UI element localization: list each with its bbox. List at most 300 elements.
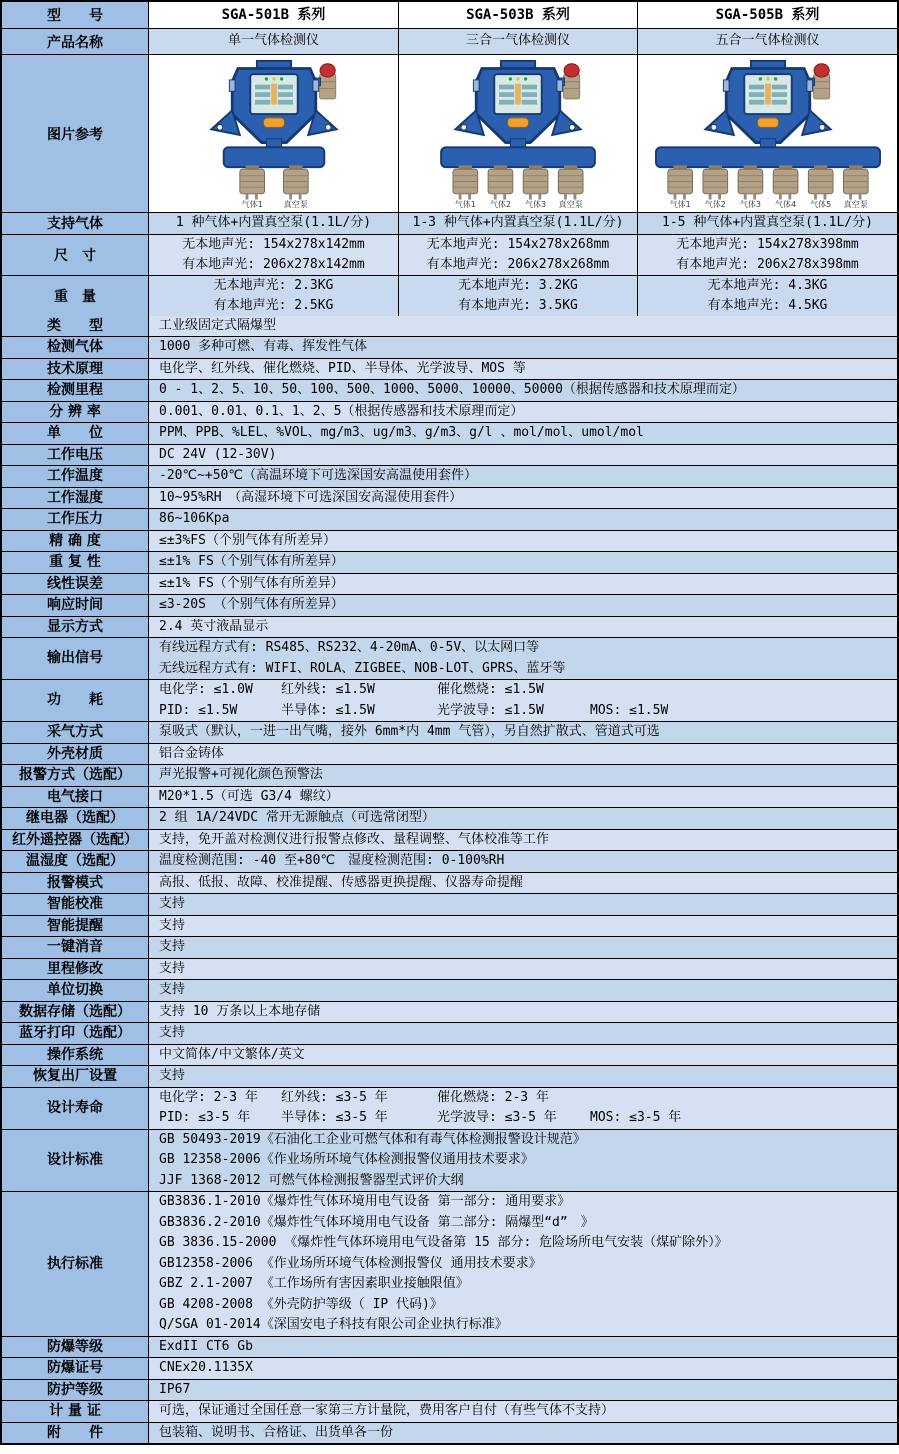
spec-value-line: 支持: [159, 1025, 186, 1040]
spec-value-line: 0.001、0.01、0.1、1、2、5（根据传感器和技术原理而定）: [159, 403, 524, 419]
sensor-label: 气体5: [809, 199, 831, 209]
spec-value-line: GB 12358-2006《作业场所环境气体检测报警仪通用技术要求》: [159, 1152, 534, 1167]
spec-value-line: GB12358-2006 《作业场所环境气体检测报警仪 通用技术要求》: [159, 1255, 542, 1271]
spec-row: [2, 358, 897, 380]
spec-value-cell: [148, 873, 897, 894]
spec-value-cell: [148, 959, 897, 980]
spec-value-cell: [148, 488, 897, 509]
sensor-head: [702, 165, 727, 209]
dimensions-cell-value: 无本地声光: 154x278x398mm: [676, 236, 859, 252]
spec-value-cell: [148, 744, 897, 765]
spec-row: [2, 872, 897, 894]
spec-value-cell: [148, 445, 897, 466]
spec-label-cell: [2, 1130, 148, 1192]
spec-value-cell: [148, 1088, 897, 1129]
spec-row: [2, 379, 897, 401]
spec-value-line: 支持: [159, 896, 186, 911]
spec-rows-container: [2, 316, 897, 1444]
spec-value-segment: 红外线: ≤1.5W: [281, 682, 375, 697]
spec-value-line: [159, 1108, 897, 1129]
spec-value-cell: [148, 1401, 897, 1422]
spec-label: 红外遥控器（选配）: [12, 831, 138, 848]
spec-row: [2, 316, 897, 337]
spec-row: [2, 336, 897, 358]
spec-value-line: GB3836.2-2010《爆炸性气体环境用电气设备 第二部分: 隔爆型“d” 》: [159, 1214, 594, 1230]
model-name: SGA-503B 系列: [466, 6, 570, 23]
spec-label-cell: [2, 337, 148, 358]
weight-cell: [398, 276, 637, 316]
weight-row: [2, 275, 897, 316]
spec-value-line: 支持 10 万条以上本地存储: [159, 1003, 321, 1019]
spec-row: [2, 616, 897, 638]
spec-row: [2, 958, 897, 980]
spec-value-cell: [148, 574, 897, 595]
spec-value-line: 支持: [159, 939, 186, 954]
spec-row: [2, 850, 897, 872]
spec-label-cell: [2, 617, 148, 638]
detector-body: [455, 60, 580, 142]
image-reference-label: 图片参考: [2, 55, 148, 212]
spec-row: [2, 1400, 897, 1422]
spec-value-cell: [148, 595, 897, 616]
spec-value-cell: [148, 359, 897, 380]
spec-value-cell: [148, 916, 897, 937]
spec-value-cell: [148, 337, 897, 358]
spec-row: [2, 1379, 897, 1401]
spec-label: 重 复 性: [49, 554, 101, 570]
spec-label: 分 辨 率: [49, 403, 101, 420]
spec-row: [2, 444, 897, 466]
dimensions-cell-value: 有本地声光: 206x278x398mm: [676, 256, 859, 272]
detector-body: [211, 60, 336, 142]
sensor-label: 气体3: [524, 199, 547, 209]
spec-label: 智能提醒: [47, 917, 103, 934]
spec-row: [2, 743, 897, 765]
spec-label: 数据存储（选配）: [19, 1003, 131, 1020]
spec-label: 输出信号: [47, 650, 103, 667]
spec-label: 单位切换: [47, 982, 103, 998]
sensor-head: [843, 165, 868, 209]
spec-value-cell: [148, 1337, 897, 1358]
weight-cell: [148, 276, 398, 316]
spec-value-cell: [148, 552, 897, 573]
sensor-label: 真空泵: [283, 199, 308, 209]
detector-body: [705, 60, 830, 142]
spec-value-line: ≤3-20S （个别气体有所差异）: [159, 597, 344, 612]
spec-value-cell: [148, 316, 897, 337]
spec-value-cell: [148, 1002, 897, 1023]
spec-label-cell: [2, 1066, 148, 1087]
spec-row: [2, 936, 897, 958]
spec-value-segment: 红外线: ≤3-5 年: [281, 1089, 388, 1105]
spec-label-cell: [2, 916, 148, 937]
dimensions-cell: [398, 235, 637, 275]
spec-row: [2, 637, 897, 679]
spec-value-line: 可选，保证通过全国任意一家第三方计量院，费用客户自付（有些气体不支持）: [159, 1403, 615, 1418]
spec-row: [2, 1336, 897, 1358]
sensor-manifold-bar: [655, 147, 879, 167]
spec-label: 工作温度: [47, 468, 103, 484]
sensor-label: 气体1: [669, 199, 691, 209]
spec-label-cell: [2, 488, 148, 509]
spec-value-cell: [148, 851, 897, 872]
sensor-label: 气体3: [739, 199, 761, 209]
spec-row: [2, 1357, 897, 1379]
spec-label-cell: [2, 509, 148, 530]
spec-label-cell: [2, 1337, 148, 1358]
spec-label: 线性误差: [47, 575, 103, 592]
spec-row: [2, 807, 897, 829]
spec-label-cell: [2, 359, 148, 380]
spec-value-segment: 电化学: 2-3 年: [159, 1089, 258, 1105]
spec-value-cell: [148, 638, 897, 679]
dimensions-cell: [637, 235, 897, 275]
spec-label-cell: [2, 402, 148, 423]
spec-label: 类 型: [47, 317, 103, 334]
device-image: [399, 59, 637, 209]
spec-row: [2, 1087, 897, 1129]
supported-gases-cell: [398, 213, 637, 234]
spec-row: [2, 1022, 897, 1044]
spec-value-line: 无线远程方式有: WIFI、ROLA、ZIGBEE、NOB-LOT、GPRS、蓝牙等: [159, 660, 566, 676]
spec-row: [2, 594, 897, 616]
model-name-cell: [148, 2, 398, 28]
weight-label: 重 量: [2, 276, 148, 316]
supported-gases-cell: [637, 213, 897, 234]
spec-value-cell: [148, 1380, 897, 1401]
model-name-cell: [637, 2, 897, 28]
spec-row: [2, 487, 897, 509]
spec-label: 一键消音: [47, 939, 103, 955]
spec-label-cell: [2, 1423, 148, 1444]
spec-value-line: 2.4 英寸液晶显示: [159, 618, 269, 634]
spec-value-line: IP67: [159, 1381, 191, 1397]
spec-value-segment: 半导体: ≤1.5W: [281, 702, 375, 718]
spec-label-cell: [2, 937, 148, 958]
supported-gases-value: 1-5 种气体+内置真空泵(1.1L/分): [662, 215, 873, 230]
product-name-label: 产品名称: [2, 29, 148, 54]
dimensions-label: 尺 寸: [2, 235, 148, 275]
spec-value-line: M20*1.5（可选 G3/4 螺纹）: [159, 788, 339, 804]
spec-value-line: 中文简体/中文繁体/英文: [159, 1046, 305, 1062]
spec-label: 功 耗: [47, 692, 103, 709]
spec-value-line: 支持: [159, 917, 186, 933]
spec-value-cell: [148, 1045, 897, 1066]
spec-label: 智能校准: [47, 896, 103, 912]
product-name-cell: [398, 29, 637, 54]
spec-value-cell: [148, 1130, 897, 1192]
spec-label: 设计寿命: [47, 1099, 103, 1116]
model-name: SGA-501B 系列: [221, 6, 326, 23]
device-image: [649, 59, 887, 209]
spec-label: 操作系统: [47, 1046, 103, 1063]
spec-label: 防爆证号: [47, 1360, 103, 1376]
spec-row: [2, 551, 897, 573]
sensor-label: 真空泵: [558, 199, 583, 209]
sensor-manifold-bar: [441, 147, 595, 167]
spec-label-cell: [2, 765, 148, 786]
spec-value-segment: 光学波导: ≤1.5W: [437, 702, 544, 718]
spec-value-segment: 催化燃烧: 2-3 年: [437, 1089, 549, 1105]
dimensions-cell: [148, 235, 398, 275]
spec-label: 防爆等级: [47, 1338, 103, 1355]
sensor-label: 气体4: [774, 199, 796, 209]
spec-value-line: [159, 1088, 897, 1109]
spec-value-line: GB 50493-2019《石油化工企业可燃气体和有毒气体检测报警设计规范》: [159, 1131, 586, 1147]
sensor-head: [558, 165, 583, 209]
spec-row: [2, 573, 897, 595]
spec-row: [2, 465, 897, 487]
spec-value-line: ExdII CT6 Gb: [159, 1338, 253, 1354]
spec-value-segment: 电化学: ≤1.0W: [159, 682, 253, 697]
spec-value-line: ≤±1% FS（个别气体有所差异）: [159, 554, 344, 569]
spec-value-line: GB 3836.15-2000 《爆炸性气体环境用电气设备第 15 部分: 危险场所电气安装（煤矿除外）》: [159, 1235, 728, 1250]
spec-label: 工作电压: [47, 446, 103, 463]
spec-value-segment: PID: ≤3-5 年: [159, 1110, 251, 1125]
spec-value-segment: 半导体: ≤3-5 年: [281, 1110, 388, 1125]
spec-label: 检测里程: [47, 382, 103, 398]
spec-row: [2, 1001, 897, 1023]
spec-row: [2, 893, 897, 915]
spec-value-line: 支持: [159, 982, 186, 997]
spec-value-cell: [148, 509, 897, 530]
spec-value-line: 高报、低报、故障、校准提醒、传感器更换提醒、仪器寿命提醒: [159, 874, 524, 890]
spec-value-line: -20℃~+50℃（高温环境下可选深国安高温使用套件）: [159, 468, 477, 483]
spec-value-line: 有线远程方式有: RS485、RS232、4-20mA、0-5V、以太网口等: [159, 640, 540, 655]
spec-row: [2, 915, 897, 937]
spec-value-cell: [148, 808, 897, 829]
dimensions-cell-value: 有本地声光: 206x278x142mm: [182, 256, 365, 272]
model-row-label: 型 号: [2, 2, 148, 28]
spec-value-cell: [148, 1192, 897, 1336]
spec-label-cell: [2, 638, 148, 679]
spec-value-line: GBZ 2.1-2007 《工作场所有害因素职业接触限值》: [159, 1276, 469, 1291]
device-image-cell: [148, 55, 398, 212]
weight-cell-value: 无本地声光: 2.3KG: [213, 277, 334, 293]
dimensions-row: [2, 234, 897, 275]
model-name-cell: [398, 2, 637, 28]
spec-value-line: 0 - 1、2、5、10、50、100、500、1000、5000、10000、50000（根据传感器和技术原理而定）: [159, 382, 745, 397]
spec-label: 执行标准: [47, 1255, 103, 1272]
spec-label: 精 确 度: [49, 532, 101, 549]
spec-row: [2, 679, 897, 721]
supported-gases-value: 1-3 种气体+内置真空泵(1.1L/分): [412, 215, 624, 230]
spec-value-line: 支持: [159, 960, 186, 976]
spec-label: 附 件: [47, 1424, 103, 1441]
spec-label-cell: [2, 787, 148, 808]
spec-label-cell: [2, 722, 148, 743]
spec-value-segment: MOS: ≤3-5 年: [590, 1110, 682, 1125]
spec-value-line: JJF 1368-2012 可燃气体检测报警器型式评价大纲: [159, 1172, 464, 1188]
weight-cell: [637, 276, 897, 316]
spec-value-line: 2 组 1A/24VDC 常开无源触点（可选常闭型）: [159, 810, 435, 825]
spec-label: 采气方式: [47, 724, 103, 740]
sensor-head: [738, 165, 763, 209]
spec-value-cell: [148, 680, 897, 721]
spec-label: 温湿度（选配）: [26, 853, 124, 869]
spec-value-line: PPM、PPB、%LEL、%VOL、mg/m3、ug/m3、g/m3、g/l 、mol/mol、umol/mol: [159, 425, 644, 440]
dimensions-cell-value: 无本地声光: 154x278x268mm: [426, 236, 610, 252]
weight-cell-value: 无本地声光: 4.3KG: [707, 277, 828, 293]
spec-label-cell: [2, 851, 148, 872]
spec-label-cell: [2, 445, 148, 466]
sensor-head: [283, 165, 308, 209]
model-name: SGA-505B 系列: [715, 6, 820, 23]
spec-label: 设计标准: [47, 1152, 103, 1168]
sensor-head: [488, 165, 513, 209]
spec-value-segment: 光学波导: ≤3-5 年: [437, 1110, 557, 1125]
sensor-head: [808, 165, 833, 209]
spec-value-line: [159, 701, 897, 722]
sensor-label: 气体2: [489, 199, 512, 209]
device-image-cell: [398, 55, 637, 212]
spec-label-cell: [2, 466, 148, 487]
spec-value-line: 包装箱、说明书、合格证、出货单各一份: [159, 1424, 394, 1440]
spec-label-cell: [2, 873, 148, 894]
product-name: 五合一气体检测仪: [715, 33, 820, 49]
sensor-head: [523, 165, 548, 209]
spec-row: [2, 979, 897, 1001]
spec-row: [2, 829, 897, 851]
spec-value-line: DC 24V (12-30V): [159, 446, 277, 462]
spec-label: 继电器（选配）: [26, 810, 124, 826]
weight-cell-value: 有本地声光: 4.5KG: [707, 297, 828, 313]
product-name: 三合一气体检测仪: [465, 33, 570, 49]
device-image: [155, 59, 393, 209]
spec-label-cell: [2, 959, 148, 980]
sensor-manifold-bar: [223, 147, 324, 167]
spec-label: 蓝牙打印（选配）: [19, 1025, 131, 1041]
spec-label: 恢复出厂设置: [33, 1068, 117, 1084]
spec-value-line: GB3836.1-2010《爆炸性气体环境用电气设备 第一部分: 通用要求》: [159, 1194, 571, 1209]
spec-value-cell: [148, 1023, 897, 1044]
spec-label-cell: [2, 980, 148, 1001]
product-name-row: [2, 28, 897, 54]
spec-label: 工作压力: [47, 511, 103, 527]
spec-row: [2, 422, 897, 444]
model-row: [2, 2, 897, 28]
spec-value-cell: [148, 830, 897, 851]
spec-label: 里程修改: [47, 960, 103, 977]
spec-value-segment: PID: ≤1.5W: [159, 702, 238, 718]
spec-label: 防护等级: [47, 1381, 103, 1398]
spec-label-cell: [2, 1358, 148, 1379]
spec-label: 电气接口: [47, 788, 103, 805]
spec-value-line: 工业级固定式隔爆型: [159, 317, 277, 333]
spec-label-cell: [2, 1088, 148, 1129]
spec-value-line: ≤±3%FS（个别气体有所差异）: [159, 532, 336, 548]
spec-value-line: 支持: [159, 1068, 186, 1083]
spec-value-cell: [148, 787, 897, 808]
weight-cell-value: 有本地声光: 3.5KG: [458, 297, 578, 313]
sensor-head: [239, 165, 264, 209]
spec-value-cell: [148, 894, 897, 915]
supported-gases-row: [2, 212, 897, 234]
spec-label: 计 量 证: [49, 1403, 101, 1419]
spec-value-line: 泵吸式（默认，一进一出气嘴，接外 6mm*内 4mm 气管），另自然扩散式、管道式可选: [159, 724, 660, 739]
spec-row: [2, 721, 897, 743]
spec-row: [2, 1422, 897, 1444]
spec-value-cell: [148, 423, 897, 444]
spec-label-cell: [2, 574, 148, 595]
spec-label-cell: [2, 1045, 148, 1066]
spec-label: 工作湿度: [47, 489, 103, 506]
spec-row: [2, 1065, 897, 1087]
product-name-cell: [148, 29, 398, 54]
spec-value-cell: [148, 617, 897, 638]
spec-value-line: 电化学、红外线、催化燃烧、PID、半导体、光学波导、MOS 等: [159, 360, 526, 376]
sensor-head: [453, 165, 478, 209]
spec-label-cell: [2, 1002, 148, 1023]
spec-value-line: 温度检测范围: -40 至+80℃ 湿度检测范围: 0-100%RH: [159, 853, 505, 868]
spec-label-cell: [2, 1192, 148, 1336]
spec-value-segment: 催化燃烧: ≤1.5W: [437, 682, 544, 697]
product-name: 单一气体检测仪: [227, 33, 319, 49]
sensor-head: [773, 165, 798, 209]
spec-value-cell: [148, 380, 897, 401]
spec-label-cell: [2, 808, 148, 829]
spec-row: [2, 786, 897, 808]
spec-label: 报警模式: [47, 874, 103, 891]
spec-label-cell: [2, 680, 148, 721]
spec-row: [2, 1129, 897, 1192]
spec-label-cell: [2, 380, 148, 401]
spec-label-cell: [2, 531, 148, 552]
spec-label-cell: [2, 1380, 148, 1401]
spec-value-cell: [148, 765, 897, 786]
spec-value-line: 铝合金铸体: [159, 745, 225, 761]
spec-value-line: GB 4208-2008 《外壳防护等级（ IP 代码)》: [159, 1296, 443, 1312]
spec-value-cell: [148, 1358, 897, 1379]
spec-value-line: 支持，免开盖对检测仪进行报警点修改、量程调整、气体校准等工作: [159, 831, 550, 847]
sensor-head: [667, 165, 692, 209]
spec-label: 单 位: [47, 425, 103, 441]
supported-gases-value: 1 种气体+内置真空泵(1.1L/分): [175, 215, 372, 230]
spec-value-line: CNEx20.1135X: [159, 1360, 253, 1375]
sensor-label: 气体1: [241, 199, 263, 209]
weight-cell-value: 无本地声光: 3.2KG: [458, 277, 578, 293]
spec-label-cell: [2, 595, 148, 616]
spec-value-line: 10~95%RH （高湿环境下可选深国安高湿使用套件）: [159, 489, 463, 505]
spec-value-cell: [148, 1066, 897, 1087]
spec-label-cell: [2, 1023, 148, 1044]
spec-label-cell: [2, 830, 148, 851]
spec-row: [2, 530, 897, 552]
spec-row: [2, 1191, 897, 1336]
spec-label: 响应时间: [47, 597, 103, 613]
spec-value-cell: [148, 466, 897, 487]
spec-value-line: 1000 多种可燃、有毒、挥发性气体: [159, 339, 368, 354]
spec-label: 报警方式（选配）: [19, 767, 131, 783]
spec-value-line: Q/SGA 01-2014《深国安电子科技有限公司企业执行标准》: [159, 1317, 508, 1332]
spec-label-cell: [2, 744, 148, 765]
spec-label-cell: [2, 552, 148, 573]
sensor-label: 真空泵: [843, 199, 868, 209]
spec-value-segment: MOS: ≤1.5W: [590, 702, 669, 718]
spec-value-cell: [148, 531, 897, 552]
spec-value-line: [159, 680, 897, 701]
spec-value-cell: [148, 402, 897, 423]
product-name-cell: [637, 29, 897, 54]
spec-value-cell: [148, 937, 897, 958]
spec-row: [2, 401, 897, 423]
spec-label-cell: [2, 316, 148, 337]
sensor-label: 气体2: [704, 199, 726, 209]
spec-label-cell: [2, 423, 148, 444]
dimensions-cell-value: 无本地声光: 154x278x142mm: [182, 236, 365, 252]
spec-value-cell: [148, 980, 897, 1001]
supported-gases-cell: [148, 213, 398, 234]
